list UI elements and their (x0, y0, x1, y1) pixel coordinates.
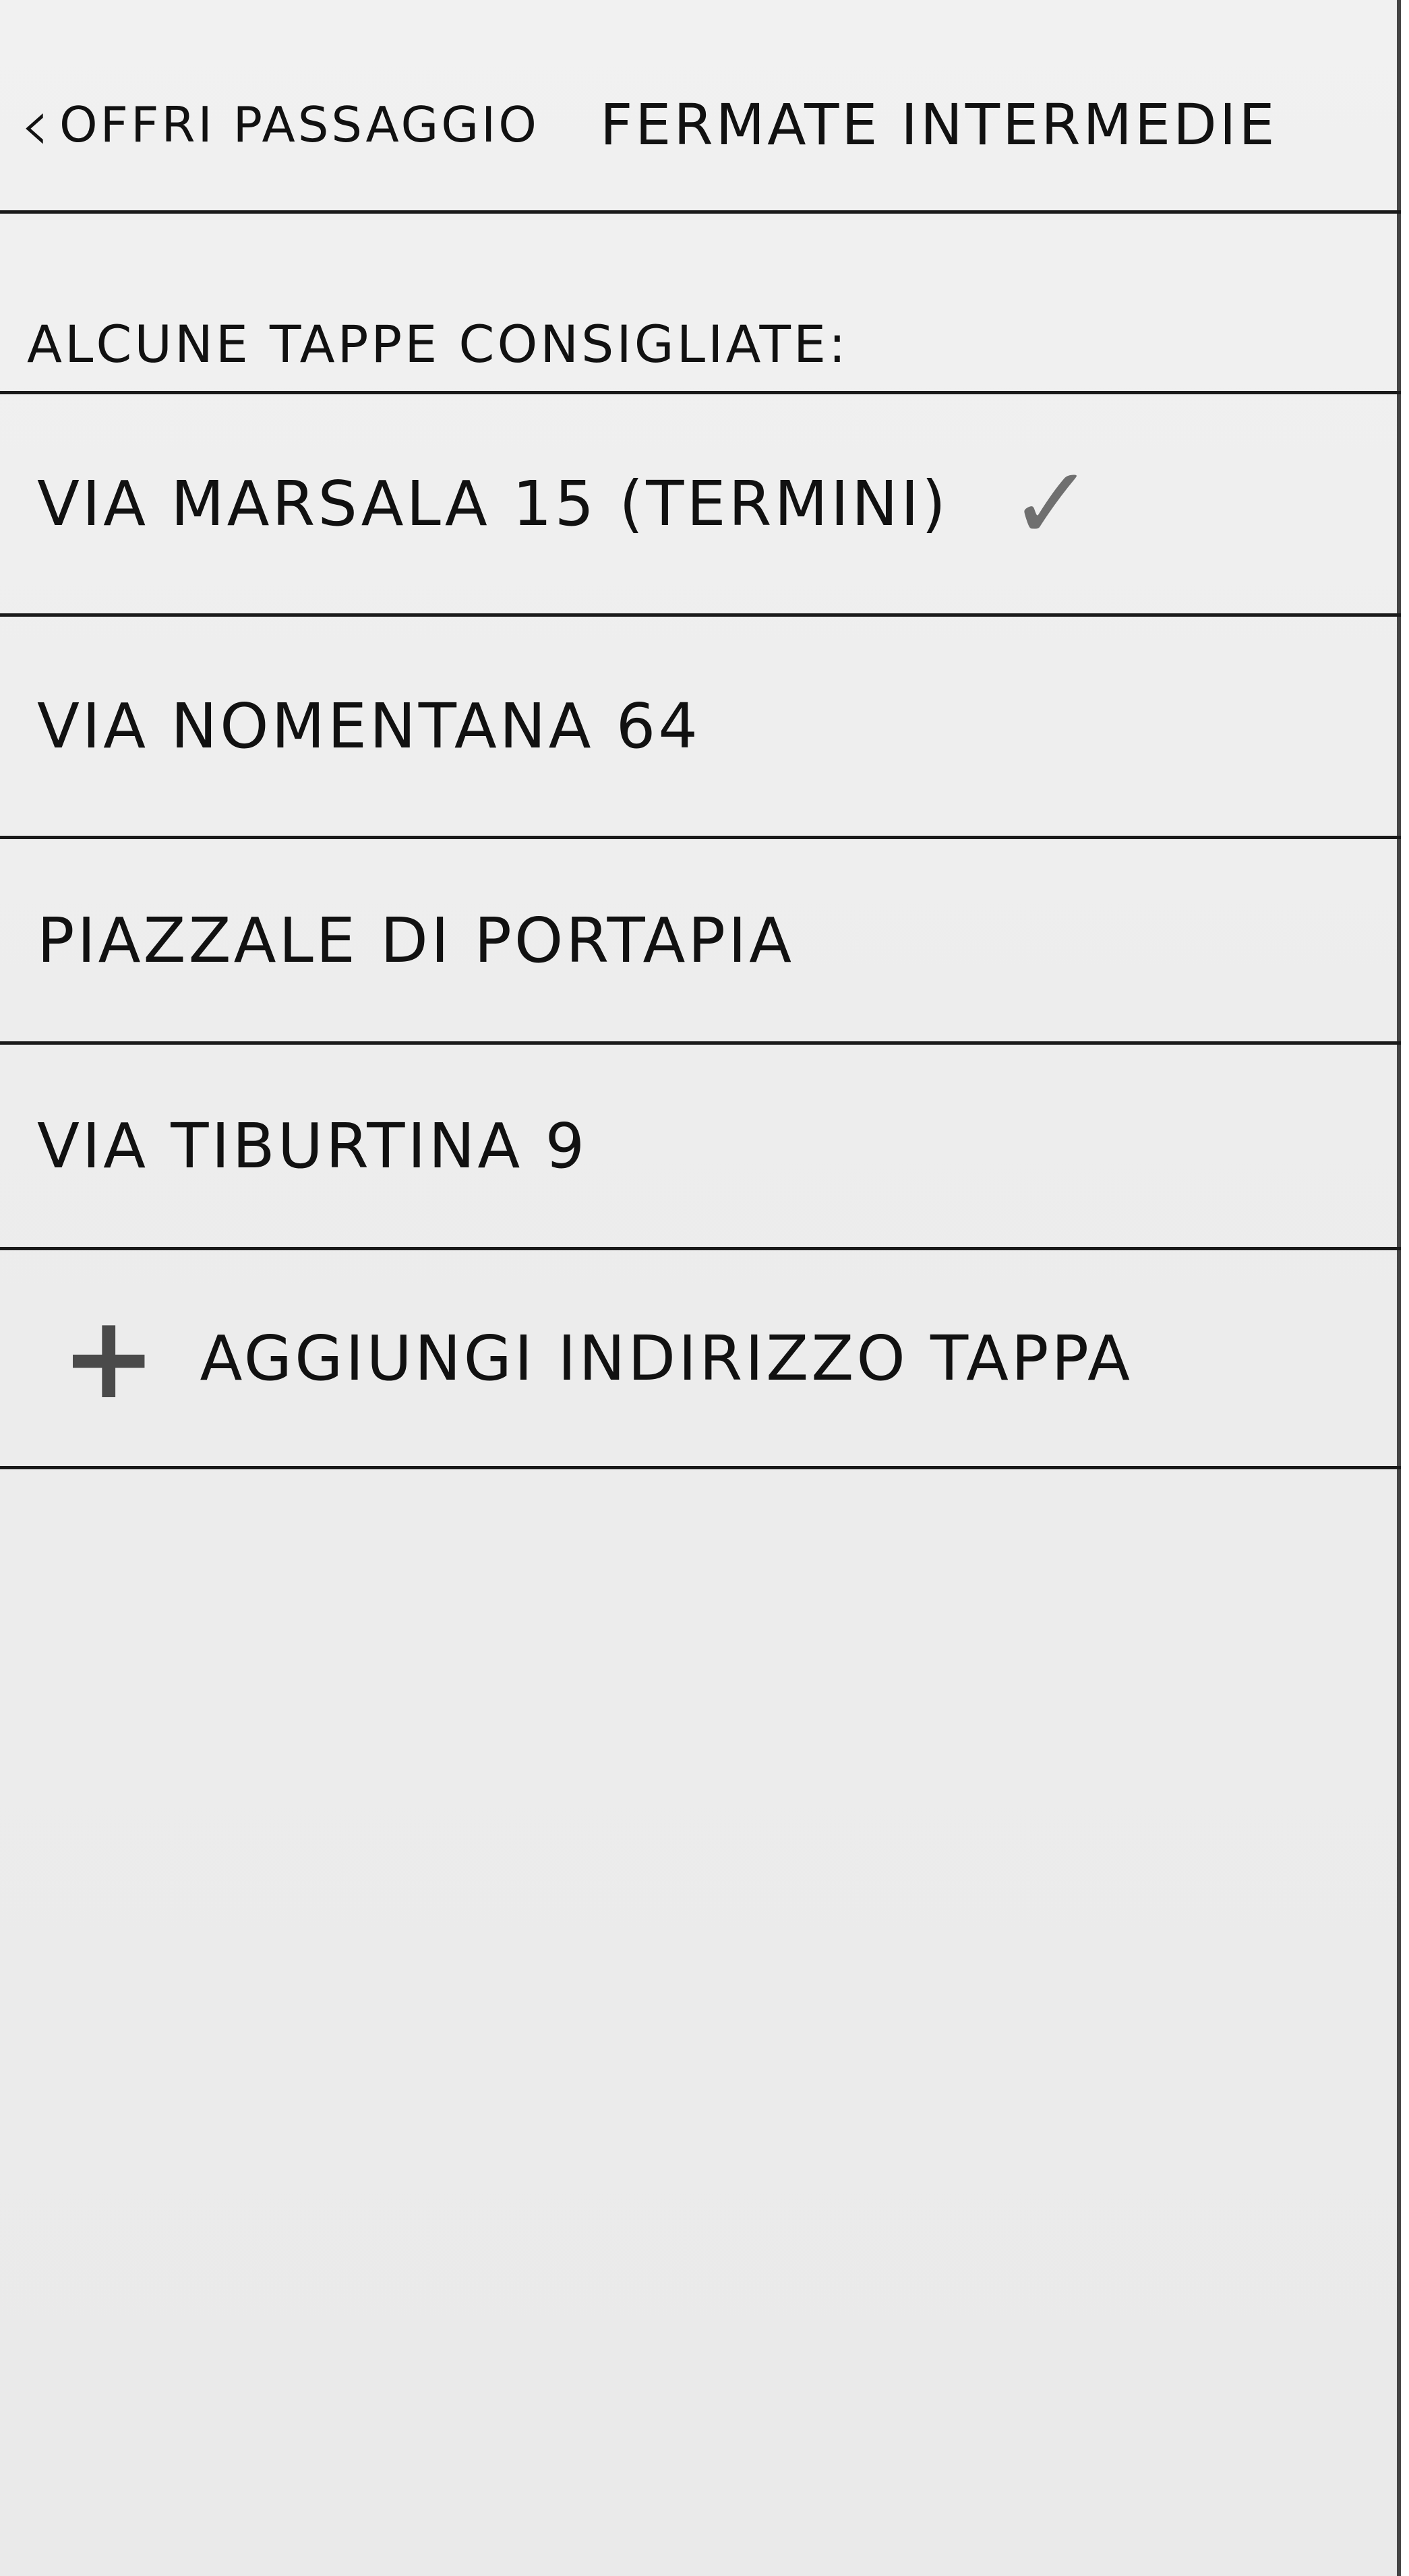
stop-label: VIA MARSALA 15 (TERMINI) (37, 468, 949, 540)
page-title: FERMATE INTERMEDIE (599, 92, 1278, 158)
divider (0, 210, 1401, 214)
stop-item[interactable] (0, 1045, 1401, 1247)
chevron-left-icon[interactable]: ‹ (20, 82, 53, 168)
add-stop-button[interactable] (0, 1250, 1401, 1466)
stop-label: PIAZZALE DI PORTAPIA (37, 904, 795, 977)
stop-item[interactable] (0, 394, 1401, 613)
check-icon: ✓ (1009, 445, 1097, 563)
section-title (0, 283, 1401, 404)
plus-icon: + (61, 1291, 160, 1425)
header (0, 40, 1401, 209)
divider (0, 1466, 1401, 1469)
add-stop-label: AGGIUNGI INDIRIZZO TAPPA (200, 1322, 1133, 1394)
stop-item[interactable] (0, 839, 1401, 1041)
stop-label: VIA TIBURTINA 9 (37, 1109, 588, 1182)
stop-item[interactable] (0, 617, 1401, 836)
stop-label: VIA NOMENTANA 64 (37, 690, 700, 762)
back-button[interactable]: OFFRI PASSAGGIO (59, 96, 539, 153)
section-title-label: ALCUNE TAPPE CONSIGLIATE: (27, 313, 849, 374)
